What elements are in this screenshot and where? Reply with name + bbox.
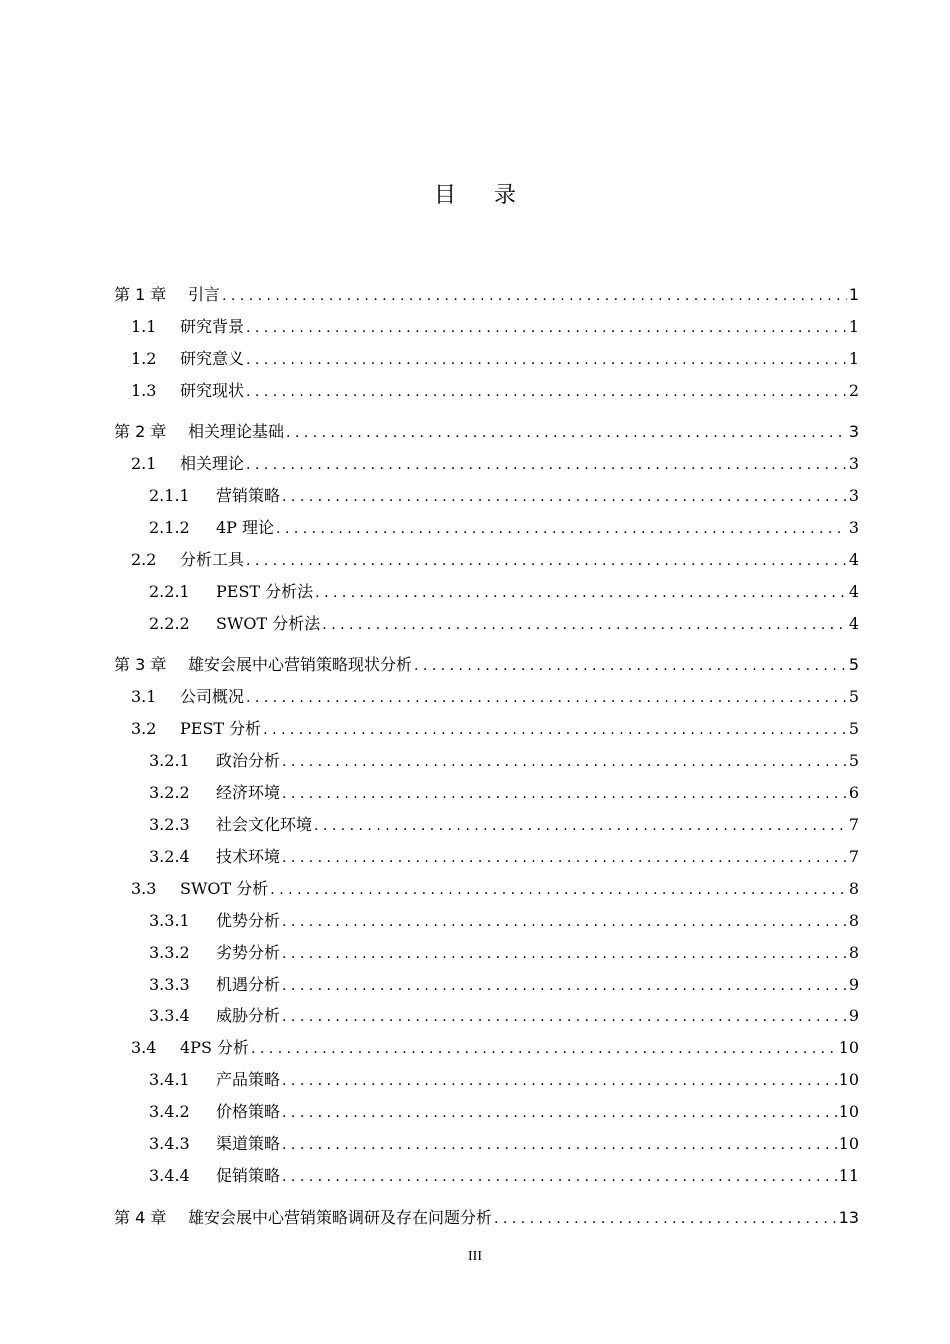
toc-entry-title: 技术环境 (216, 847, 281, 866)
toc-entry-page: 5 (848, 719, 859, 738)
toc-dot-leader (414, 655, 847, 677)
toc-entry-title: PEST 分析法 (216, 582, 314, 601)
toc-dot-leader (282, 751, 847, 773)
toc-entry-title: 研究意义 (180, 349, 245, 368)
toc-entry-title: 4P 理论 (216, 518, 275, 537)
toc-entry-number: 第 4 章 (114, 1208, 167, 1227)
toc-entry-number: 3.3.1 (149, 911, 190, 930)
toc-dot-leader (246, 349, 847, 371)
toc-entry-page: 1 (848, 317, 859, 336)
toc-entry-page: 10 (838, 1070, 859, 1089)
toc-entry-number: 3.3.4 (149, 1006, 190, 1025)
toc-entry-subsection[interactable] (0, 1101, 950, 1123)
toc-entry-title: 价格策略 (216, 1102, 281, 1121)
toc-entry-number: 第 2 章 (114, 422, 167, 441)
toc-entry-page: 10 (838, 1134, 859, 1153)
toc-entry-title: 经济环境 (216, 783, 281, 802)
toc-entry-number: 1.1 (131, 317, 157, 336)
toc-dot-leader (270, 879, 847, 901)
toc-entry-section[interactable] (0, 549, 950, 571)
toc-entry-number: 2.1.2 (149, 518, 190, 537)
toc-entry-number: 2.1.1 (149, 486, 190, 505)
toc-entry-chapter[interactable] (0, 284, 950, 306)
toc-entry-page: 8 (848, 879, 859, 898)
toc-entry-number: 2.2 (131, 550, 157, 569)
toc-dot-leader (322, 614, 847, 636)
toc-entry-title: PEST 分析 (180, 719, 262, 738)
toc-entry-title: SWOT 分析法 (216, 614, 321, 633)
toc-entry-title: 渠道策略 (216, 1134, 281, 1153)
toc-dot-leader (282, 1166, 837, 1188)
toc-entry-title: 引言 (188, 285, 221, 304)
page-title: 目录 (433, 183, 554, 208)
toc-entry-page: 9 (848, 1006, 859, 1025)
toc-entry-section[interactable] (0, 348, 950, 370)
toc-entry-subsection[interactable] (0, 942, 950, 964)
toc-entry-number: 3.2.2 (149, 783, 190, 802)
toc-entry-title: SWOT 分析 (180, 879, 269, 898)
toc-entry-number: 2.2.1 (149, 582, 190, 601)
toc-dot-leader (282, 486, 847, 508)
toc-dot-leader (263, 719, 847, 741)
toc-entry-title: 政治分析 (216, 751, 281, 770)
toc-entry-number: 3.3.3 (149, 975, 190, 994)
toc-entry-title: 4PS 分析 (180, 1038, 249, 1057)
toc-entry-section[interactable] (0, 686, 950, 708)
toc-dot-leader (286, 422, 847, 444)
toc-entry-number: 3.4.3 (149, 1134, 190, 1153)
toc-entry-section[interactable] (0, 878, 950, 900)
toc-dot-leader (246, 550, 847, 572)
toc-dot-leader (282, 847, 847, 869)
toc-entry-subsection[interactable] (0, 846, 950, 868)
toc-entry-number: 3.4.1 (149, 1070, 190, 1089)
toc-entry-page: 3 (848, 454, 859, 473)
toc-entry-chapter[interactable] (0, 654, 950, 676)
toc-entry-section[interactable] (0, 1037, 950, 1059)
toc-entry-page: 10 (838, 1102, 859, 1121)
toc-entry-subsection[interactable] (0, 910, 950, 932)
toc-entry-number: 3.2.1 (149, 751, 190, 770)
toc-entry-number: 3.3 (131, 879, 157, 898)
toc-entry-title: 机遇分析 (216, 975, 281, 994)
toc-entry-title: 社会文化环境 (216, 815, 313, 834)
toc-dot-leader (494, 1208, 837, 1230)
toc-entry-title: 研究背景 (180, 317, 245, 336)
toc-entry-subsection[interactable] (0, 1069, 950, 1091)
toc-entry-page: 13 (838, 1208, 859, 1227)
toc-entry-subsection[interactable] (0, 1133, 950, 1155)
toc-entry-subsection[interactable] (0, 750, 950, 772)
toc-entry-number: 3.3.2 (149, 943, 190, 962)
toc-dot-leader (282, 1134, 837, 1156)
toc-entry-page: 5 (848, 687, 859, 706)
toc-entry-page: 7 (848, 815, 859, 834)
toc-entry-page: 3 (848, 422, 859, 441)
toc-entry-page: 3 (848, 518, 859, 537)
toc-entry-page: 10 (838, 1038, 859, 1057)
toc-dot-leader (246, 687, 847, 709)
toc-dot-leader (276, 518, 847, 540)
toc-entry-section[interactable] (0, 380, 950, 402)
toc-entry-number: 第 1 章 (114, 285, 167, 304)
toc-entry-number: 3.2.4 (149, 847, 190, 866)
toc-entry-subsection[interactable] (0, 581, 950, 603)
toc-entry-title: 相关理论基础 (188, 422, 285, 441)
toc-entry-page: 8 (848, 911, 859, 930)
toc-entry-title: 相关理论 (180, 454, 245, 473)
toc-entry-page: 6 (848, 783, 859, 802)
toc-dot-leader (282, 975, 847, 997)
toc-entry-number: 3.4 (131, 1038, 157, 1057)
toc-entry-number: 3.1 (131, 687, 157, 706)
toc-dot-leader (314, 815, 847, 837)
toc-entry-subsection[interactable] (0, 1165, 950, 1187)
toc-dot-leader (251, 1038, 837, 1060)
toc-entry-number: 2.1 (131, 454, 157, 473)
toc-entry-number: 3.2.3 (149, 815, 190, 834)
toc-entry-number: 3.4.4 (149, 1166, 190, 1185)
toc-entry-page: 1 (848, 349, 859, 368)
toc-entry-title: 优势分析 (216, 911, 281, 930)
toc-entry-page: 7 (848, 847, 859, 866)
toc-entry-title: 研究现状 (180, 381, 245, 400)
toc-entry-number: 1.2 (131, 349, 157, 368)
toc-dot-leader (246, 454, 847, 476)
toc-entry-title: 产品策略 (216, 1070, 281, 1089)
toc-entry-section[interactable] (0, 718, 950, 740)
toc-entry-number: 1.3 (131, 381, 157, 400)
toc-entry-subsection[interactable] (0, 517, 950, 539)
toc-entry-page: 2 (848, 381, 859, 400)
toc-entry-page: 3 (848, 486, 859, 505)
toc-entry-page: 5 (848, 751, 859, 770)
toc-entry-subsection[interactable] (0, 613, 950, 635)
toc-dot-leader (246, 317, 847, 339)
toc-entry-title: 劣势分析 (216, 943, 281, 962)
toc-entry-title: 雄安会展中心营销策略现状分析 (188, 655, 413, 674)
toc-entry-section[interactable] (0, 453, 950, 475)
toc-entry-title: 雄安会展中心营销策略调研及存在问题分析 (188, 1208, 493, 1227)
toc-dot-leader (315, 582, 847, 604)
toc-entry-title: 威胁分析 (216, 1006, 281, 1025)
toc-entry-page: 5 (848, 655, 859, 674)
toc-dot-leader (222, 285, 847, 307)
toc-entry-number: 3.4.2 (149, 1102, 190, 1121)
toc-entry-subsection[interactable] (0, 974, 950, 996)
toc-entry-title: 分析工具 (180, 550, 245, 569)
toc-entry-chapter[interactable] (0, 421, 950, 443)
toc-dot-leader (282, 911, 847, 933)
toc-entry-number: 2.2.2 (149, 614, 190, 633)
toc-entry-page: 11 (838, 1166, 859, 1185)
toc-entry-subsection[interactable] (0, 814, 950, 836)
toc-entry-section[interactable] (0, 316, 950, 338)
toc-dot-leader (282, 943, 847, 965)
toc-dot-leader (282, 1070, 837, 1092)
toc-entry-page: 8 (848, 943, 859, 962)
toc-entry-page: 4 (848, 582, 859, 601)
page-number-footer: III (468, 1249, 482, 1264)
toc-entry-page: 1 (848, 285, 859, 304)
toc-entry-number: 第 3 章 (114, 655, 167, 674)
toc-entry-number: 3.2 (131, 719, 157, 738)
toc-entry-page: 4 (848, 614, 859, 633)
toc-entry-subsection[interactable] (0, 782, 950, 804)
toc-dot-leader (282, 1102, 837, 1124)
toc-entry-subsection[interactable] (0, 1005, 950, 1027)
toc-entry-page: 4 (848, 550, 859, 569)
toc-entry-page: 9 (848, 975, 859, 994)
toc-entry-subsection[interactable] (0, 485, 950, 507)
toc-dot-leader (246, 381, 847, 403)
toc-entry-title: 公司概况 (180, 687, 245, 706)
toc-dot-leader (282, 783, 847, 805)
toc-entry-chapter[interactable] (0, 1207, 950, 1229)
toc-entry-title: 营销策略 (216, 486, 281, 505)
toc-entry-title: 促销策略 (216, 1166, 281, 1185)
toc-dot-leader (282, 1006, 847, 1028)
